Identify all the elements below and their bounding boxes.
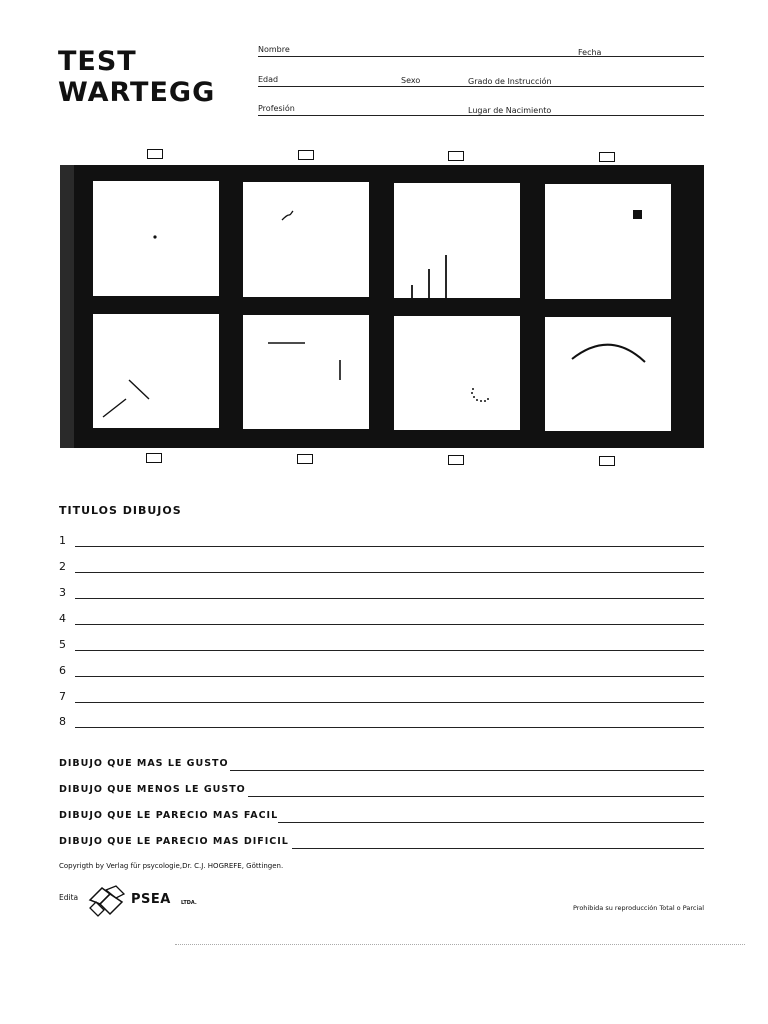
- drawing-box-6[interactable]: [243, 315, 369, 429]
- title-number-5: 5: [59, 638, 66, 651]
- grado-label: Grado de Instrucción: [468, 77, 552, 86]
- bottom-dotted-rule: [175, 944, 745, 945]
- fecha-label: Fecha: [578, 48, 602, 57]
- checkbox-4[interactable]: [599, 152, 615, 162]
- answer-menos-gusto[interactable]: [248, 796, 704, 797]
- nombre-label: Nombre: [258, 45, 290, 54]
- psea-brand: PSEA: [131, 892, 171, 907]
- drawing-box-3[interactable]: [394, 183, 520, 298]
- profesion-line[interactable]: [258, 115, 704, 116]
- stimulus-curve: [545, 317, 671, 431]
- answer-mas-facil[interactable]: [278, 822, 704, 823]
- checkbox-7[interactable]: [448, 455, 464, 465]
- answer-mas-gusto[interactable]: [230, 770, 704, 771]
- question-menos-gusto: DIBUJO QUE MENOS LE GUSTO: [59, 784, 246, 795]
- stimulus-dot: [93, 181, 219, 296]
- drawing-box-2[interactable]: [243, 182, 369, 297]
- reproduction-notice: Prohibida su reproducción Total o Parcial: [573, 904, 705, 912]
- answer-mas-dificil[interactable]: [292, 848, 704, 849]
- grid-edge: [60, 165, 74, 448]
- edad-line[interactable]: [258, 86, 704, 87]
- test-title: [58, 46, 215, 108]
- edita-label: Edita: [59, 893, 79, 902]
- question-mas-dificil: DIBUJO QUE LE PARECIO MAS DIFICIL: [59, 836, 289, 847]
- question-mas-facil: DIBUJO QUE LE PARECIO MAS FACIL: [59, 810, 279, 821]
- nombre-line[interactable]: [258, 56, 704, 57]
- stimulus-bars: [394, 183, 520, 298]
- drawings-titles-heading: TITULOS DIBUJOS: [59, 504, 182, 517]
- title-number-8: 8: [59, 715, 66, 728]
- title-number-1: 1: [59, 534, 66, 547]
- lugar-label: Lugar de Nacimiento: [468, 106, 552, 115]
- title-line-3-input[interactable]: [75, 598, 704, 599]
- title-number-7: 7: [59, 690, 66, 703]
- checkbox-6[interactable]: [297, 454, 313, 464]
- title-line-2-input[interactable]: [75, 572, 704, 573]
- psea-brand-suffix: LTDA.: [181, 900, 197, 906]
- sexo-label: Sexo: [401, 76, 421, 85]
- title-number-6: 6: [59, 664, 66, 677]
- drawing-box-1[interactable]: [93, 181, 219, 296]
- title-line-8-input[interactable]: [75, 727, 704, 728]
- checkbox-2[interactable]: [298, 150, 314, 160]
- checkbox-3[interactable]: [448, 151, 464, 161]
- title-line-2: WARTEGG: [58, 77, 216, 108]
- checkbox-5[interactable]: [146, 453, 162, 463]
- stimulus-square: [545, 184, 671, 299]
- drawing-box-8[interactable]: [545, 317, 671, 431]
- drawing-box-4[interactable]: [545, 184, 671, 299]
- checkbox-8[interactable]: [599, 456, 615, 466]
- copyright-notice: Copyrigth by Verlag für psycologie,Dr. C.J. HOGREFE, Göttingen.: [59, 862, 284, 870]
- title-line-1-input[interactable]: [75, 546, 704, 547]
- title-line-6-input[interactable]: [75, 676, 704, 677]
- stimulus-lines: [243, 315, 369, 429]
- drawing-grid: [60, 165, 704, 448]
- title-line-1: TEST: [58, 46, 137, 77]
- title-number-2: 2: [59, 560, 66, 573]
- stimulus-diagonals: [93, 314, 219, 428]
- title-line-5-input[interactable]: [75, 650, 704, 651]
- drawing-box-7[interactable]: [394, 316, 520, 430]
- stimulus-dotted-arc: [394, 316, 520, 430]
- drawing-box-5[interactable]: [93, 314, 219, 428]
- psea-logo-icon: [86, 882, 128, 918]
- title-number-3: 3: [59, 586, 66, 599]
- edad-label: Edad: [258, 75, 279, 84]
- title-line-7-input[interactable]: [75, 702, 704, 703]
- checkbox-1[interactable]: [147, 149, 163, 159]
- title-line-4-input[interactable]: [75, 624, 704, 625]
- profesion-label: Profesión: [258, 104, 295, 113]
- title-number-4: 4: [59, 612, 66, 625]
- stimulus-wave: [243, 182, 369, 297]
- question-mas-gusto: DIBUJO QUE MAS LE GUSTO: [59, 758, 229, 769]
